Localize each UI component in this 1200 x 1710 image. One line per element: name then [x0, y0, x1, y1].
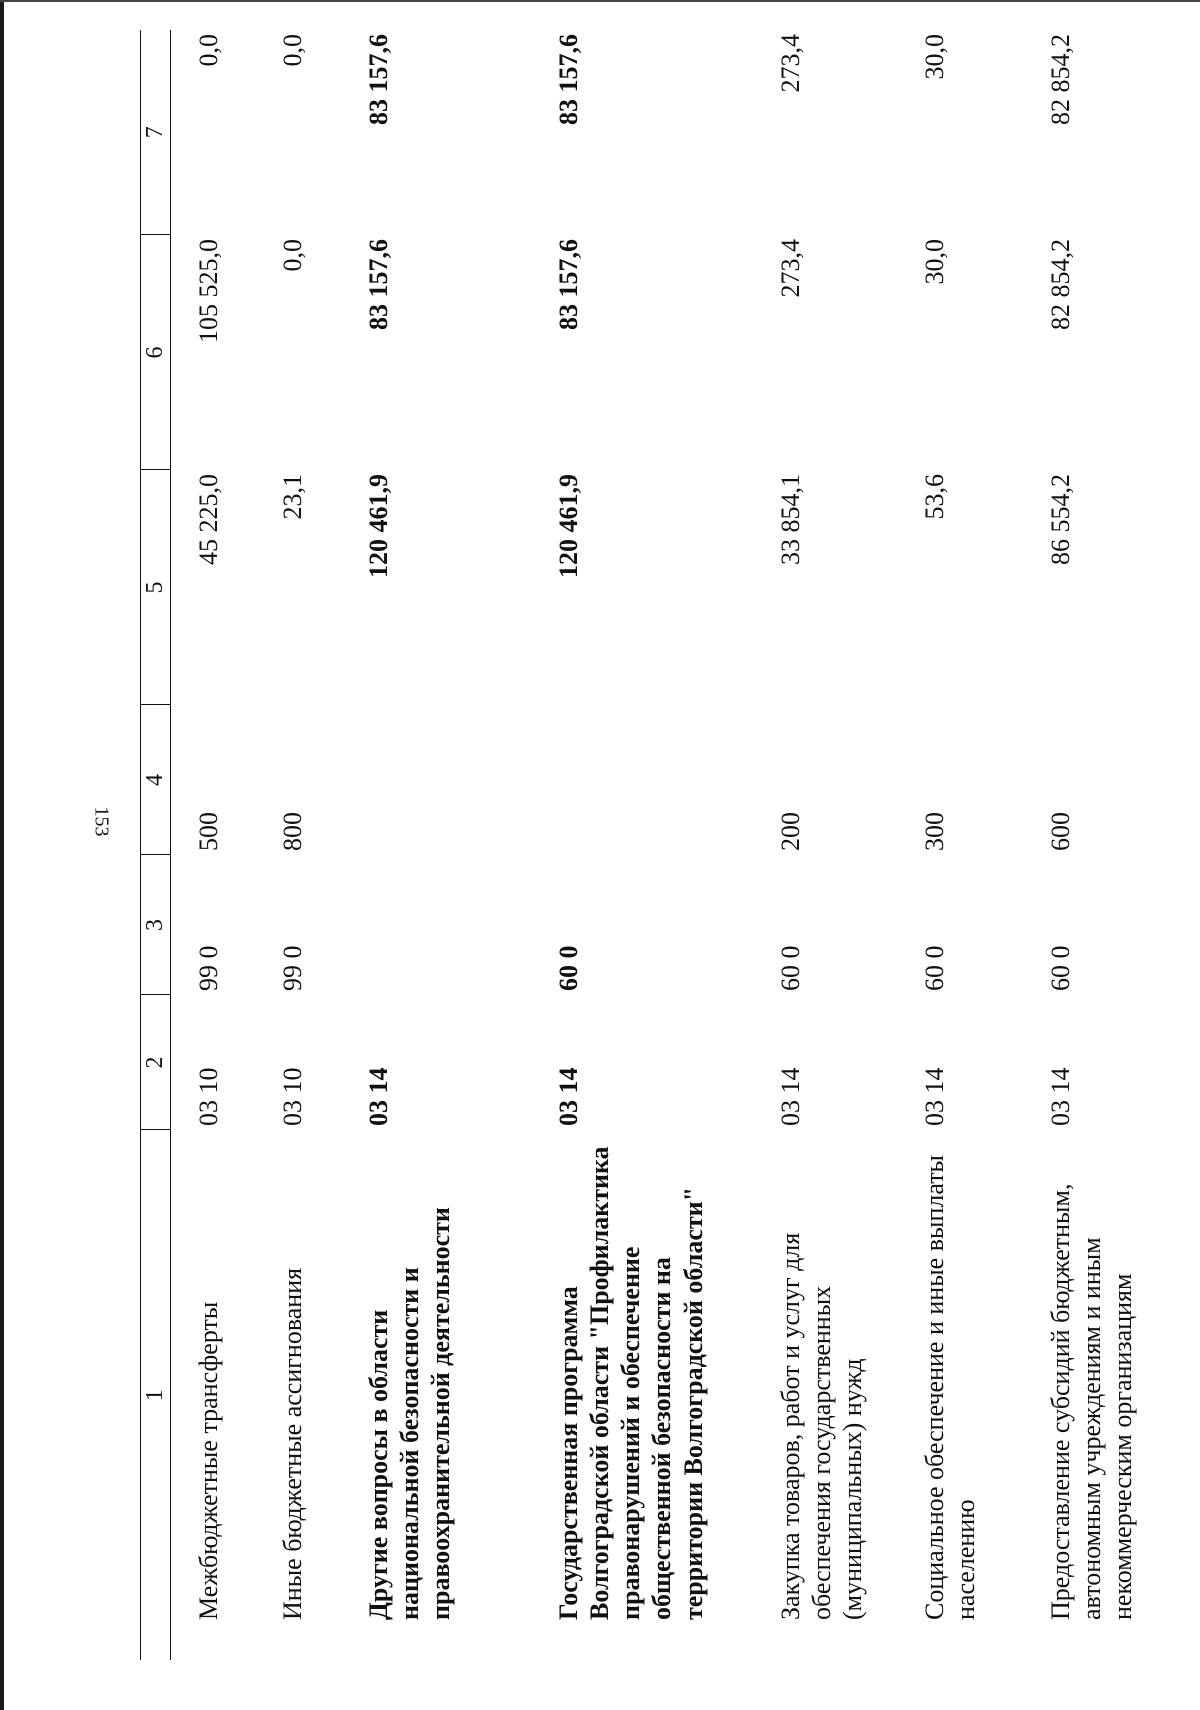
- row-value-6: 105 525,0: [193, 239, 223, 343]
- header-col-1: 1: [141, 1130, 171, 1660]
- row-article: 99 0: [277, 945, 307, 991]
- row-section: 03 14: [775, 1067, 805, 1126]
- row-name: Государственная программа Волгоградской области "Профилактика правонарушений и обеспечение общественной безопасности на территории Волгоградской области": [553, 1146, 708, 1620]
- row-value-5: 53,6: [919, 474, 949, 520]
- row-article: 60 0: [1045, 945, 1075, 991]
- header-col-2: 2: [141, 995, 171, 1130]
- row-value-5: 120 461,9: [363, 474, 393, 578]
- row-type: 300: [919, 812, 949, 851]
- row-article: 99 0: [193, 945, 223, 991]
- header-row: [141, 30, 171, 1660]
- row-name: Межбюджетные трансферты: [193, 1301, 223, 1620]
- budget-table: [140, 30, 1177, 1660]
- row-name: Социальное обеспечение и иные выплаты населению: [919, 1154, 980, 1620]
- table-row: [1023, 30, 1177, 1660]
- row-section: 03 14: [363, 1067, 393, 1126]
- row-name: Другие вопросы в области национальной безопасности и правоохранительной деятельности: [363, 1207, 456, 1620]
- row-section: 03 10: [193, 1067, 223, 1126]
- row-type: 200: [775, 812, 805, 851]
- row-value-6: 83 157,6: [363, 239, 393, 330]
- header-col-4: 4: [141, 705, 171, 855]
- row-article: 60 0: [553, 945, 583, 991]
- row-section: 03 14: [1045, 1067, 1075, 1126]
- row-value-6: 83 157,6: [553, 239, 583, 330]
- header-col-7: 7: [141, 30, 171, 235]
- row-value-6: 0,0: [277, 239, 307, 272]
- row-article: [341, 855, 531, 995]
- scan-edge-left: [0, 0, 4, 1710]
- row-type: 800: [277, 812, 307, 851]
- row-value-7: 82 854,2: [1045, 34, 1075, 125]
- table-row: [531, 30, 753, 1660]
- table-row: [170, 30, 255, 1660]
- row-article: 60 0: [775, 945, 805, 991]
- row-type: [531, 705, 753, 855]
- row-value-7: 30,0: [919, 34, 949, 80]
- row-value-7: 83 157,6: [553, 34, 583, 125]
- row-value-5: 23,1: [277, 474, 307, 520]
- row-name: Предоставление субсидий бюджетным, автономным учреждениям и иным некоммерческим организациям: [1045, 1183, 1138, 1620]
- row-name: Закупка товаров, работ и услуг для обеспечения государственных (муниципальных) нужд: [775, 1232, 868, 1620]
- table-row: [341, 30, 531, 1660]
- row-value-7: 0,0: [193, 34, 223, 67]
- header-col-3: 3: [141, 855, 171, 995]
- rotated-table-wrapper: [140, 30, 1138, 1660]
- row-value-7: 0,0: [277, 34, 307, 67]
- row-value-6: 30,0: [919, 239, 949, 285]
- table-row: [255, 30, 341, 1660]
- page-number: [86, 806, 116, 850]
- row-section: 03 14: [553, 1067, 583, 1126]
- row-value-7: 273,4: [775, 34, 805, 93]
- row-value-5: 33 854,1: [775, 474, 805, 565]
- row-value-6: 273,4: [775, 239, 805, 298]
- page-number-text: 153: [90, 806, 113, 837]
- row-type: 600: [1045, 812, 1075, 851]
- header-col-5: 5: [141, 470, 171, 705]
- row-value-6: 82 854,2: [1045, 239, 1075, 330]
- header-col-6: 6: [141, 235, 171, 470]
- row-value-7: 83 157,6: [363, 34, 393, 125]
- row-type: [341, 705, 531, 855]
- row-section: 03 14: [919, 1067, 949, 1126]
- table-row: [753, 30, 897, 1660]
- row-value-5: 86 554,2: [1045, 474, 1075, 565]
- row-name: Иные бюджетные ассигнования: [277, 1267, 307, 1620]
- row-article: 60 0: [919, 945, 949, 991]
- row-type: 500: [193, 812, 223, 851]
- row-section: 03 10: [277, 1067, 307, 1126]
- scan-edge-top: [0, 0, 1200, 2]
- row-value-5: 45 225,0: [193, 474, 223, 565]
- table-row: [897, 30, 1023, 1660]
- row-value-5: 120 461,9: [553, 474, 583, 578]
